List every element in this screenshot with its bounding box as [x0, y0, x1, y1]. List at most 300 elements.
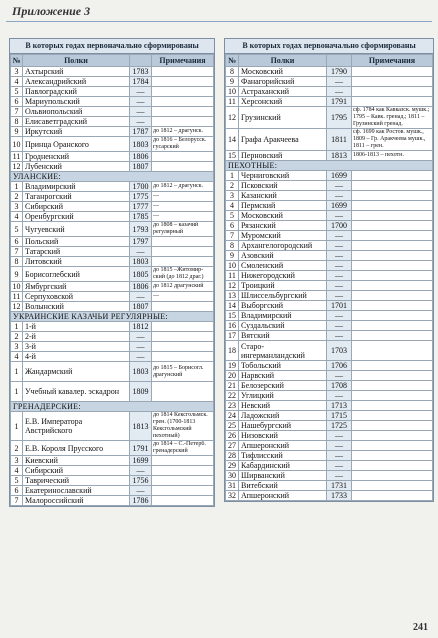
row-note — [352, 221, 433, 231]
formation-year: — — [130, 332, 152, 342]
table-row — [11, 362, 214, 382]
row-number: 4 — [11, 466, 23, 476]
row-note — [152, 87, 214, 97]
section-heading: ГРЕНАДЕРСКИЕ: — [11, 402, 214, 412]
row-note — [152, 97, 214, 107]
regiment-name: Ахтырский — [23, 67, 130, 77]
formation-year: — — [327, 87, 352, 97]
regiment-name: Е.В. Короля Прусского — [23, 441, 130, 456]
table-row — [11, 342, 214, 352]
row-number: 32 — [226, 491, 239, 501]
table-row — [11, 192, 214, 202]
row-number: 2 — [226, 181, 239, 191]
formation-year: 1791 — [327, 97, 352, 107]
regiment-name: Татарский — [23, 247, 130, 257]
formation-year: 1700 — [327, 221, 352, 231]
row-note: до 1812 – драгунск. — [152, 182, 214, 192]
formation-year: — — [327, 271, 352, 281]
regiment-name: Витебский — [239, 481, 327, 491]
formation-year: 1795 — [327, 107, 352, 129]
regiment-name: Псковский — [239, 181, 327, 191]
regiment-name: 3-й — [23, 342, 130, 352]
row-number: 7 — [11, 247, 23, 257]
table-row — [226, 391, 433, 401]
regiment-name: Киевский — [23, 456, 130, 466]
formation-year: 1806 — [130, 152, 152, 162]
row-number: 11 — [226, 271, 239, 281]
row-note — [152, 67, 214, 77]
table-row — [11, 137, 214, 152]
row-note — [352, 311, 433, 321]
table-row — [226, 461, 433, 471]
formation-year: 1807 — [130, 302, 152, 312]
row-number: 10 — [11, 137, 23, 152]
row-note — [352, 87, 433, 97]
page-number: 241 — [413, 622, 428, 633]
table-row — [11, 257, 214, 267]
row-note — [352, 231, 433, 241]
regiment-name: Гродненский — [23, 152, 130, 162]
column-header-notes: Примечания — [352, 55, 433, 67]
table-row — [11, 302, 214, 312]
column-header-number: № — [12, 56, 21, 65]
formation-year: — — [327, 77, 352, 87]
section-heading-row — [226, 161, 433, 171]
regiment-name: Кабардинский — [239, 461, 327, 471]
regiment-name: Нарвский — [239, 371, 327, 381]
table-row — [226, 361, 433, 371]
row-note: до 1808 – казачий регулярный — [152, 222, 214, 237]
regiment-name: Лубенский — [23, 162, 130, 172]
row-number: 20 — [226, 371, 239, 381]
row-note — [152, 466, 214, 476]
regiment-name: Графа Аракчеева — [239, 129, 327, 151]
formation-year: — — [327, 211, 352, 221]
table-row — [226, 241, 433, 251]
regiment-name: Литовский — [23, 257, 130, 267]
row-note — [152, 456, 214, 466]
row-number: 11 — [11, 292, 23, 302]
table-row — [11, 162, 214, 172]
row-number: 8 — [11, 117, 23, 127]
row-note — [352, 391, 433, 401]
row-number: 9 — [11, 267, 23, 282]
table-row — [226, 231, 433, 241]
table-row — [11, 456, 214, 466]
table-row — [226, 151, 433, 161]
row-number: 17 — [226, 331, 239, 341]
row-note — [152, 496, 214, 506]
table-row — [226, 211, 433, 221]
regiment-name: Владимирский — [23, 182, 130, 192]
table-caption: В которых годах первоначально сформированы — [225, 39, 433, 54]
regiment-name: Московский — [239, 211, 327, 221]
regiment-name: Тифлисский — [239, 451, 327, 461]
table-row — [226, 441, 433, 451]
regiment-name: Астраханский — [239, 87, 327, 97]
regiment-name: Вятский — [239, 331, 327, 341]
row-note: до 1815 – Борисогл. драгунский — [152, 362, 214, 382]
regiment-name: Таврический — [23, 476, 130, 486]
regiment-name: Серпуховской — [23, 292, 130, 302]
row-number: 3 — [226, 191, 239, 201]
section-heading: УЛАНСКИЕ: — [11, 172, 214, 182]
table-row — [11, 107, 214, 117]
formation-year: 1706 — [327, 361, 352, 371]
table-row — [11, 267, 214, 282]
row-number: 12 — [226, 281, 239, 291]
row-note — [152, 352, 214, 362]
row-note — [352, 171, 433, 181]
regiment-name: Нижегородский — [239, 271, 327, 281]
row-note — [352, 371, 433, 381]
row-number: 16 — [226, 321, 239, 331]
table-body — [226, 67, 433, 501]
regiment-name: Е.В. Императора Австрийского — [23, 412, 130, 441]
row-note — [352, 261, 433, 271]
regiment-name: Пермский — [239, 201, 327, 211]
row-number: 29 — [226, 461, 239, 471]
regiment-name: Александрийский — [23, 77, 130, 87]
row-note — [152, 332, 214, 342]
row-note — [152, 117, 214, 127]
formation-year: — — [327, 231, 352, 241]
row-note: — — [152, 212, 214, 222]
row-number: 3 — [11, 342, 23, 352]
row-number: 4 — [11, 77, 23, 87]
table-row — [226, 331, 433, 341]
table-row — [11, 412, 214, 441]
row-note: до 1812 – драгунск. — [152, 127, 214, 137]
row-number: 14 — [226, 301, 239, 311]
formation-year: — — [130, 97, 152, 107]
table-row — [226, 97, 433, 107]
formation-year: 1733 — [327, 491, 352, 501]
formation-year: — — [327, 181, 352, 191]
row-number: 1 — [11, 382, 23, 402]
page-title: Приложение 3 — [12, 4, 91, 18]
table-row — [226, 67, 433, 77]
table-row — [226, 201, 433, 211]
formation-year: 1731 — [327, 481, 352, 491]
regiment-name: Фанагорийский — [239, 77, 327, 87]
formation-year: 1725 — [327, 421, 352, 431]
row-note: — — [152, 202, 214, 212]
row-note — [352, 67, 433, 77]
formation-year: — — [327, 311, 352, 321]
row-note — [352, 201, 433, 211]
row-number: 4 — [226, 201, 239, 211]
regiment-name: Невский — [239, 401, 327, 411]
row-number: 6 — [226, 221, 239, 231]
row-note: до 1816 – Белорусск. гусарский — [152, 137, 214, 152]
table-row — [226, 221, 433, 231]
regiment-name: Малороссийский — [23, 496, 130, 506]
table-row — [11, 486, 214, 496]
row-number: 8 — [226, 67, 239, 77]
regiment-name: Волынский — [23, 302, 130, 312]
formation-year: 1803 — [130, 257, 152, 267]
regiment-name: Оренбургский — [23, 212, 130, 222]
row-note — [352, 481, 433, 491]
formation-year: — — [130, 247, 152, 257]
right-regiment-table — [224, 38, 434, 502]
regiment-name: Суздальский — [239, 321, 327, 331]
table-row — [226, 401, 433, 411]
formation-year: — — [327, 471, 352, 481]
formation-year: 1786 — [130, 496, 152, 506]
row-number: 10 — [226, 87, 239, 97]
row-note: сф. 1784 как Кавказск. мушк.; 1795 – Кавк. гренад.; 1811 – Грузинский гренад. — [352, 107, 433, 129]
table-row — [226, 311, 433, 321]
formation-year: — — [327, 321, 352, 331]
regiment-name: Рязанский — [239, 221, 327, 231]
row-number: 6 — [11, 486, 23, 496]
column-header-number: № — [226, 55, 239, 67]
section-heading: ПЕХОТНЫЕ: — [226, 161, 433, 171]
table-row — [11, 496, 214, 506]
table-row — [11, 476, 214, 486]
section-heading-row — [11, 172, 214, 182]
row-number: 5 — [11, 476, 23, 486]
row-number: 1 — [11, 412, 23, 441]
formation-year: — — [327, 281, 352, 291]
regiment-name: 4-й — [23, 352, 130, 362]
formation-year: 1803 — [130, 362, 152, 382]
regiment-name: Нашебургский — [239, 421, 327, 431]
regiment-name: Московский — [239, 67, 327, 77]
formation-year: — — [130, 292, 152, 302]
formation-year: — — [327, 441, 352, 451]
regiment-name: Борисоглебский — [23, 267, 130, 282]
row-note — [352, 361, 433, 371]
section-heading: УКРАИНСКИЕ КАЗАЧЬИ РЕГУЛЯРНЫЕ: — [11, 312, 214, 322]
table-row — [11, 247, 214, 257]
row-note — [352, 381, 433, 391]
formation-year: 1699 — [327, 201, 352, 211]
regiment-name: Таганрогский — [23, 192, 130, 202]
table-row — [226, 431, 433, 441]
formation-year: — — [327, 291, 352, 301]
regiment-name: Шлиссельбургский — [239, 291, 327, 301]
row-number: 2 — [11, 192, 23, 202]
formation-year: — — [130, 352, 152, 362]
table-row — [11, 237, 214, 247]
row-number: 26 — [226, 431, 239, 441]
regiment-name: Перновский — [239, 151, 327, 161]
regiment-name: Мариупольский — [23, 97, 130, 107]
row-note — [152, 247, 214, 257]
formation-year: — — [130, 466, 152, 476]
row-note — [152, 162, 214, 172]
row-number: 6 — [11, 237, 23, 247]
row-note: — — [152, 292, 214, 302]
regiment-name: Владимирский — [239, 311, 327, 321]
row-number: 9 — [11, 127, 23, 137]
row-number: 5 — [11, 87, 23, 97]
row-number: 13 — [226, 291, 239, 301]
regiment-name: Принца Оранского — [23, 137, 130, 152]
table-row — [11, 212, 214, 222]
table-row — [11, 466, 214, 476]
formation-year: 1806 — [130, 282, 152, 292]
row-number: 31 — [226, 481, 239, 491]
row-note — [352, 181, 433, 191]
regiment-name: Херсонский — [239, 97, 327, 107]
formation-year: 1777 — [130, 202, 152, 212]
formation-year: — — [327, 391, 352, 401]
row-note — [352, 321, 433, 331]
regiment-name: Азовский — [239, 251, 327, 261]
row-number: 18 — [226, 341, 239, 361]
regiment-name: Апшеронский — [239, 441, 327, 451]
regiment-name: Грузинский — [239, 107, 327, 129]
row-note — [352, 401, 433, 411]
row-note — [152, 342, 214, 352]
row-number: 10 — [226, 261, 239, 271]
formation-year: 1807 — [130, 162, 152, 172]
formation-year: 1787 — [130, 127, 152, 137]
row-number: 27 — [226, 441, 239, 451]
regiment-name: Смоленский — [239, 261, 327, 271]
formation-year: 1699 — [327, 171, 352, 181]
row-note — [152, 152, 214, 162]
table-row — [11, 182, 214, 192]
row-number: 15 — [226, 151, 239, 161]
row-number: 12 — [12, 302, 21, 311]
regiment-name: Казанский — [239, 191, 327, 201]
section-heading-row — [11, 402, 214, 412]
formation-year: 1708 — [327, 381, 352, 391]
formation-year: 1793 — [130, 222, 152, 237]
row-number: 3 — [11, 202, 23, 212]
row-number: 23 — [226, 401, 239, 411]
table-row — [226, 191, 433, 201]
header-divider — [6, 21, 432, 22]
regiment-name: Сибирский — [23, 202, 130, 212]
row-note — [352, 421, 433, 431]
row-number: 24 — [226, 411, 239, 421]
row-note — [352, 77, 433, 87]
formation-year: 1715 — [327, 411, 352, 421]
table-row — [226, 421, 433, 431]
regiment-name: Черниговский — [239, 171, 327, 181]
regiment-name: Муромский — [239, 231, 327, 241]
formation-year: 1756 — [130, 476, 152, 486]
regiment-name: Троицкий — [239, 281, 327, 291]
table-row — [226, 281, 433, 291]
regiment-name: Архангелогородский — [239, 241, 327, 251]
row-note — [352, 331, 433, 341]
column-header-year — [327, 55, 352, 67]
row-note — [152, 237, 214, 247]
table-row — [11, 332, 214, 342]
formation-year: 1713 — [327, 401, 352, 411]
regiment-name: Чугуевский — [23, 222, 130, 237]
formation-year: 1790 — [327, 67, 352, 77]
row-number: 1 — [226, 171, 239, 181]
row-number: 1 — [11, 362, 23, 382]
row-number: 12 — [12, 162, 21, 171]
regiment-name: Ямбургский — [23, 282, 130, 292]
table-row — [11, 87, 214, 97]
regiment-name: Ширванский — [239, 471, 327, 481]
row-number: 5 — [226, 211, 239, 221]
table-row — [11, 67, 214, 77]
regiment-name: Тобольский — [239, 361, 327, 371]
formation-year: 1791 — [130, 441, 152, 456]
column-header-regiments: Полки — [239, 55, 327, 67]
row-number: 3 — [11, 67, 23, 77]
row-number: 22 — [226, 391, 239, 401]
regiment-name: Польский — [23, 237, 130, 247]
formation-year: 1784 — [130, 77, 152, 87]
table-row — [226, 251, 433, 261]
row-number: 21 — [226, 381, 239, 391]
row-note — [352, 97, 433, 107]
row-number: 9 — [226, 77, 239, 87]
row-note — [352, 241, 433, 251]
table-row — [11, 322, 214, 332]
table-body — [11, 67, 214, 506]
row-number: 2 — [11, 441, 23, 456]
table-row — [226, 129, 433, 151]
table-row — [11, 292, 214, 302]
row-note — [352, 461, 433, 471]
regiment-name: Углицкий — [239, 391, 327, 401]
table-row — [226, 371, 433, 381]
formation-year: 1703 — [327, 341, 352, 361]
row-note: сф. 1699 как Ростов. мушк., 1809 – Гр. Аракчеева мушк., 1811 – грен. — [352, 129, 433, 151]
table-row — [11, 352, 214, 362]
formation-year: 1775 — [130, 192, 152, 202]
row-note — [352, 191, 433, 201]
regiment-name: Елисаветградский — [23, 117, 130, 127]
row-note — [352, 291, 433, 301]
row-number: 8 — [11, 257, 23, 267]
formation-year: 1805 — [130, 267, 152, 282]
row-number: 9 — [226, 251, 239, 261]
row-number: 4 — [11, 352, 23, 362]
left-regiment-table — [9, 38, 215, 507]
table-row — [11, 202, 214, 212]
row-number: 11 — [226, 97, 239, 107]
row-note: до 1812 драгунский — [152, 282, 214, 292]
row-number: 8 — [226, 241, 239, 251]
regiment-name: Старо-ингерманландский — [239, 341, 327, 361]
regiment-name: Низовский — [239, 431, 327, 441]
row-note: до 1814 – С.-Петерб. гренадерский — [152, 441, 214, 456]
table-row — [11, 382, 214, 402]
row-number: 12 — [226, 107, 239, 129]
row-number: 30 — [226, 471, 239, 481]
table-row — [226, 481, 433, 491]
row-number: 25 — [226, 421, 239, 431]
row-note: — — [152, 192, 214, 202]
row-number: 6 — [11, 97, 23, 107]
table-row — [226, 171, 433, 181]
row-note: до 1814 Кексгольмск. грен. (1700-1813 Кексгольмский пехотный) — [152, 412, 214, 441]
table-row — [226, 271, 433, 281]
table-row — [226, 451, 433, 461]
formation-year: 1811 — [327, 129, 352, 151]
regiment-name: 2-й — [23, 332, 130, 342]
row-number: 15 — [226, 311, 239, 321]
row-number: 3 — [11, 456, 23, 466]
row-note — [352, 451, 433, 461]
table-row — [11, 222, 214, 237]
table-row — [226, 107, 433, 129]
